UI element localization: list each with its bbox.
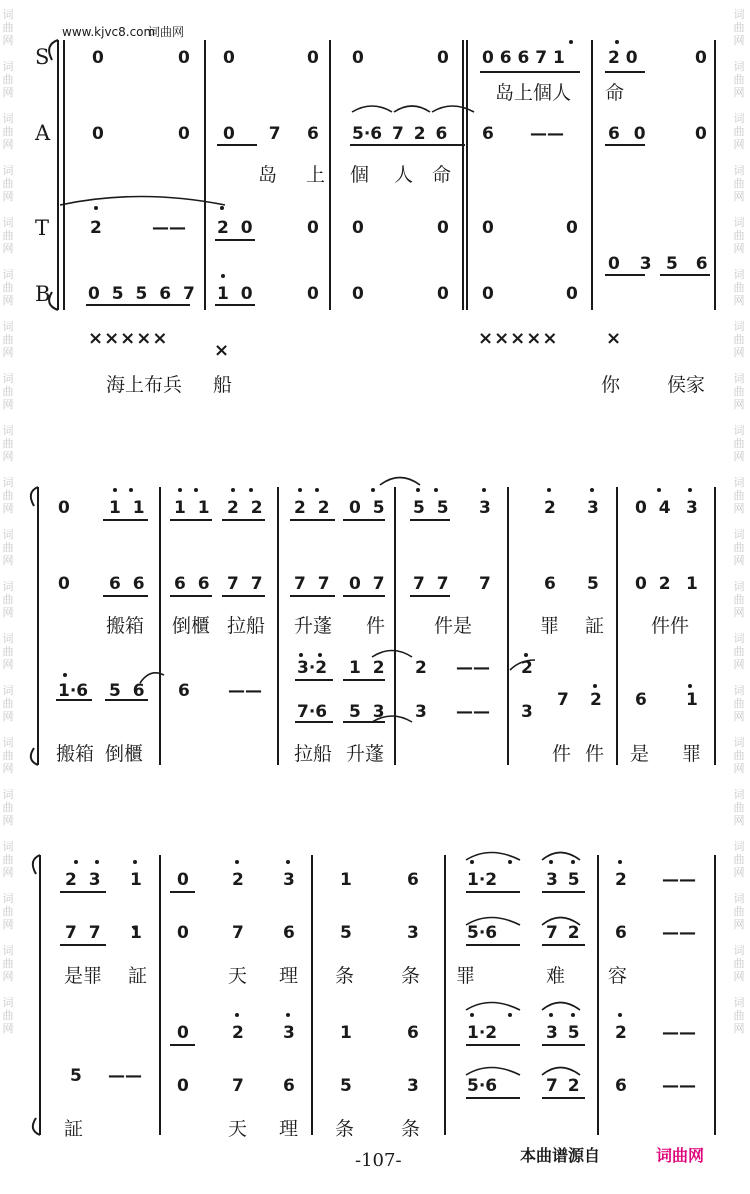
note: 7 2	[546, 923, 580, 943]
note: 1·2	[467, 1023, 498, 1043]
note: 7·6	[297, 702, 328, 722]
note: 6	[615, 1076, 627, 1096]
part-label-soprano: S	[35, 45, 50, 69]
note: 0	[177, 870, 189, 890]
note: 5·6	[467, 923, 498, 943]
lyric: 証	[585, 615, 605, 637]
note: 2	[90, 218, 102, 238]
lyric: 是	[630, 743, 650, 765]
note: 7 7	[413, 574, 449, 594]
note: 0	[307, 284, 319, 304]
rhythm-marks: ×××××	[478, 328, 559, 349]
note: 5	[340, 1076, 352, 1096]
lyric: 件	[585, 743, 605, 765]
page-number: -107-	[355, 1150, 402, 1171]
lyric: 罪	[456, 965, 476, 987]
note: 6	[283, 1076, 295, 1096]
note: 1	[686, 574, 698, 594]
part-label-alto: A	[35, 121, 51, 145]
lyric: 拉船	[227, 615, 266, 637]
note: ——	[662, 1076, 696, 1096]
note: 0 6 6 7 1	[482, 48, 565, 68]
part-label-tenor: T	[35, 216, 50, 240]
note: 0	[695, 124, 707, 144]
note: 3	[283, 870, 295, 890]
note: 1	[686, 690, 698, 710]
note: 1·6	[58, 681, 89, 701]
note: 1	[130, 923, 142, 943]
note: 6	[635, 690, 647, 710]
note: 2	[615, 870, 627, 890]
note: 3 5	[546, 1023, 580, 1043]
note: 0 5 5 6 7	[88, 284, 195, 304]
lyric: 理	[279, 965, 299, 987]
lyric: 倒櫃	[172, 615, 211, 637]
note: 2	[232, 870, 244, 890]
note: 3	[521, 702, 533, 722]
note: 1	[340, 870, 352, 890]
lyric: 件是	[434, 615, 473, 637]
lyric: 証	[128, 965, 148, 987]
lyric: 条	[335, 965, 355, 987]
note: 6 6	[174, 574, 210, 594]
lyric: 升蓬	[294, 615, 333, 637]
note: 6	[407, 1023, 419, 1043]
lyric: 侯家	[667, 374, 706, 396]
note: 0	[58, 574, 70, 594]
part-label-bass: B	[35, 282, 51, 306]
note: 1 1	[174, 498, 210, 518]
lyric: 理	[279, 1118, 299, 1140]
note: 5·6 7 2 6	[352, 124, 448, 144]
source-note: 本曲谱源自	[520, 1146, 601, 1165]
note: 7 7	[227, 574, 263, 594]
note: 0 4	[635, 498, 671, 518]
note: 5	[587, 574, 599, 594]
rhythm-marks: ×××××	[88, 328, 169, 349]
note: 2	[544, 498, 556, 518]
note: ——	[530, 124, 564, 144]
note: 0	[437, 218, 449, 238]
note: 6	[544, 574, 556, 594]
watermark-left: 词 曲 网 词 曲 网 词 曲 网 词 曲 网 词 曲 网 词 曲 网 词 曲 网 词 曲 网 词 曲 网 词 曲 网 词 曲 网 词 曲 网 词 曲 网 词 曲 网 词 曲 网 词 曲 网 词 曲 网 词 曲 网 词 曲 网 词 曲 网	[2, 8, 14, 1035]
note: 7	[479, 574, 491, 594]
lyric: 条	[401, 965, 421, 987]
note: 2	[232, 1023, 244, 1043]
note: 3	[686, 498, 698, 518]
note: 0	[307, 218, 319, 238]
note: ——	[662, 870, 696, 890]
note: 5 6	[109, 681, 145, 701]
note: 2 2	[227, 498, 263, 518]
lyric: 条	[335, 1118, 355, 1140]
note: 7	[557, 690, 569, 710]
lyric: 岛	[258, 164, 278, 186]
note: 0	[92, 124, 104, 144]
header-url: www.kjvc8.com	[62, 25, 156, 39]
note: 1 1	[109, 498, 145, 518]
lyric: 上	[306, 164, 326, 186]
note: 0	[437, 48, 449, 68]
note: 0	[566, 284, 578, 304]
note: 1	[340, 1023, 352, 1043]
lyric: 你	[601, 374, 621, 396]
note: 0	[566, 218, 578, 238]
note: 0 2	[635, 574, 671, 594]
note: 2 0	[217, 218, 253, 238]
lyric: 倒櫃	[105, 743, 144, 765]
note: 2 2	[294, 498, 330, 518]
note: 0	[352, 218, 364, 238]
note: 1 0	[217, 284, 253, 304]
note: ——	[228, 681, 262, 701]
note: 0	[695, 48, 707, 68]
note: 0	[352, 284, 364, 304]
note: 0	[177, 923, 189, 943]
note: 3	[479, 498, 491, 518]
note: 0	[223, 48, 235, 68]
note: 0	[178, 48, 190, 68]
note: 6	[615, 923, 627, 943]
lyric: 個	[350, 164, 370, 186]
rhythm-marks: ×	[214, 340, 231, 361]
note: 7 2	[546, 1076, 580, 1096]
note: 2	[615, 1023, 627, 1043]
lyric: 容	[608, 965, 628, 987]
note: 3	[407, 1076, 419, 1096]
lyric: 罪	[540, 615, 560, 637]
note: 5	[70, 1066, 82, 1086]
note: 0	[58, 498, 70, 518]
note: 1 2	[349, 658, 385, 678]
note: 6 0	[608, 124, 646, 144]
note: ——	[662, 923, 696, 943]
header-site: 词曲网	[148, 25, 185, 39]
note: 2	[415, 658, 427, 678]
note: 7 7	[294, 574, 330, 594]
note: 7 7	[65, 923, 101, 943]
note: 3	[415, 702, 427, 722]
note: 0	[178, 124, 190, 144]
lyric: 罪	[682, 743, 702, 765]
note: ——	[456, 658, 490, 678]
note: 6	[482, 124, 494, 144]
note: 0	[437, 284, 449, 304]
lyric: 搬箱	[56, 743, 95, 765]
note: 0	[482, 218, 494, 238]
note: 3 5	[546, 870, 580, 890]
note: 0	[92, 48, 104, 68]
note: 6	[283, 923, 295, 943]
lyric: 件件	[651, 615, 690, 637]
note: 0	[177, 1023, 189, 1043]
note: 6 6	[109, 574, 145, 594]
note: 3	[283, 1023, 295, 1043]
lyric: 人	[394, 164, 414, 186]
note: 6	[307, 124, 319, 144]
note: 3	[407, 923, 419, 943]
note: 5 3	[349, 702, 385, 722]
note: 0 3	[608, 254, 652, 274]
note: 0	[177, 1076, 189, 1096]
lyric: 天	[228, 965, 248, 987]
note: 3·2	[297, 658, 328, 678]
note: 7	[232, 923, 244, 943]
note: 2 3	[65, 870, 101, 890]
lyric: 天	[228, 1118, 248, 1140]
note: 3	[587, 498, 599, 518]
lyric: 海上布兵	[106, 374, 183, 396]
note: ——	[152, 218, 186, 238]
note: 2	[590, 690, 602, 710]
lyric: 升蓬	[346, 743, 385, 765]
lyric: 証	[64, 1118, 84, 1140]
note: 1·2	[467, 870, 498, 890]
note: 5 5	[413, 498, 449, 518]
note: 0 7	[223, 124, 281, 144]
note: 0	[352, 48, 364, 68]
lyric: 命	[605, 82, 625, 104]
lyric: 岛上個人	[495, 82, 572, 104]
lyric: 命	[432, 164, 452, 186]
note: 0	[307, 48, 319, 68]
lyric: 拉船	[294, 743, 333, 765]
lyric: 是罪	[64, 965, 103, 987]
note: 2	[521, 658, 533, 678]
note: 6	[407, 870, 419, 890]
note: 0 7	[349, 574, 385, 594]
note: 0 5	[349, 498, 385, 518]
lyric: 条	[401, 1118, 421, 1140]
brand-logo[interactable]: 词曲网	[656, 1146, 705, 1165]
watermark-right: 词 曲 网 词 曲 网 词 曲 网 词 曲 网 词 曲 网 词 曲 网 词 曲 网 词 曲 网 词 曲 网 词 曲 网 词 曲 网 词 曲 网 词 曲 网 词 曲 网 词 曲 网 词 曲 网 词 曲 网 词 曲 网 词 曲 网 词 曲 网	[733, 8, 745, 1035]
lyric: 船	[213, 374, 233, 396]
note: ——	[456, 702, 490, 722]
note: 5·6	[467, 1076, 498, 1096]
note: 6	[178, 681, 190, 701]
lyric: 搬箱	[106, 615, 145, 637]
note: 0	[482, 284, 494, 304]
note: 1	[130, 870, 142, 890]
note: 5	[340, 923, 352, 943]
note: ——	[108, 1066, 142, 1086]
note: ——	[662, 1023, 696, 1043]
lyric: 难	[546, 965, 566, 987]
rhythm-marks: ×	[606, 328, 623, 349]
lyric: 件	[552, 743, 572, 765]
note: 2 0	[608, 48, 638, 68]
lyric: 件	[366, 615, 386, 637]
note: 7	[232, 1076, 244, 1096]
note: 5 6	[666, 254, 708, 274]
